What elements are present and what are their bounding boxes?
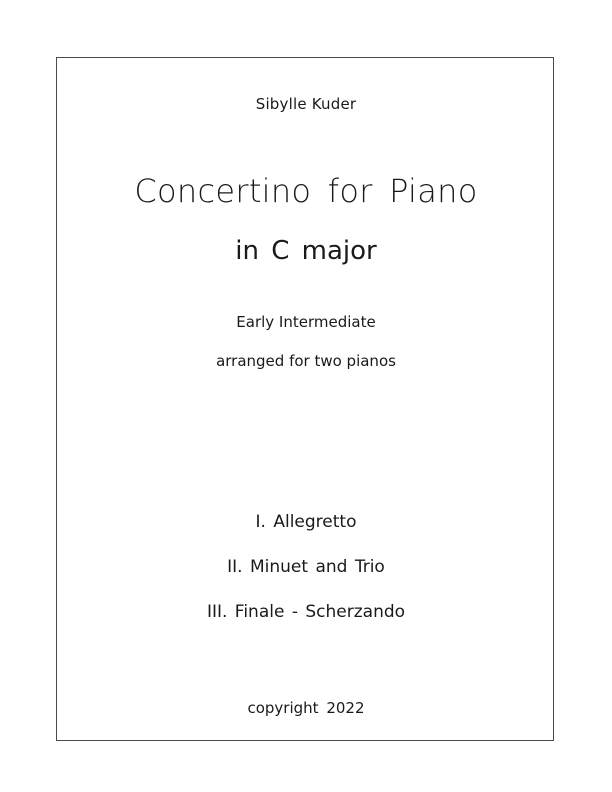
composer-name: Sibylle Kuder <box>255 95 357 113</box>
key-signature: in C major <box>235 236 377 266</box>
difficulty-level: Early Intermediate <box>236 313 376 331</box>
page-border <box>56 57 554 741</box>
arrangement-note: arranged for two pianos <box>216 352 396 370</box>
piece-title: Concertino for Piano <box>134 172 478 210</box>
movement-1: I. Allegretto <box>255 512 357 532</box>
movement-3: III. Finale - Scherzando <box>206 602 406 622</box>
copyright-notice: copyright 2022 <box>247 699 365 717</box>
movement-2: II. Minuet and Trio <box>227 557 385 577</box>
